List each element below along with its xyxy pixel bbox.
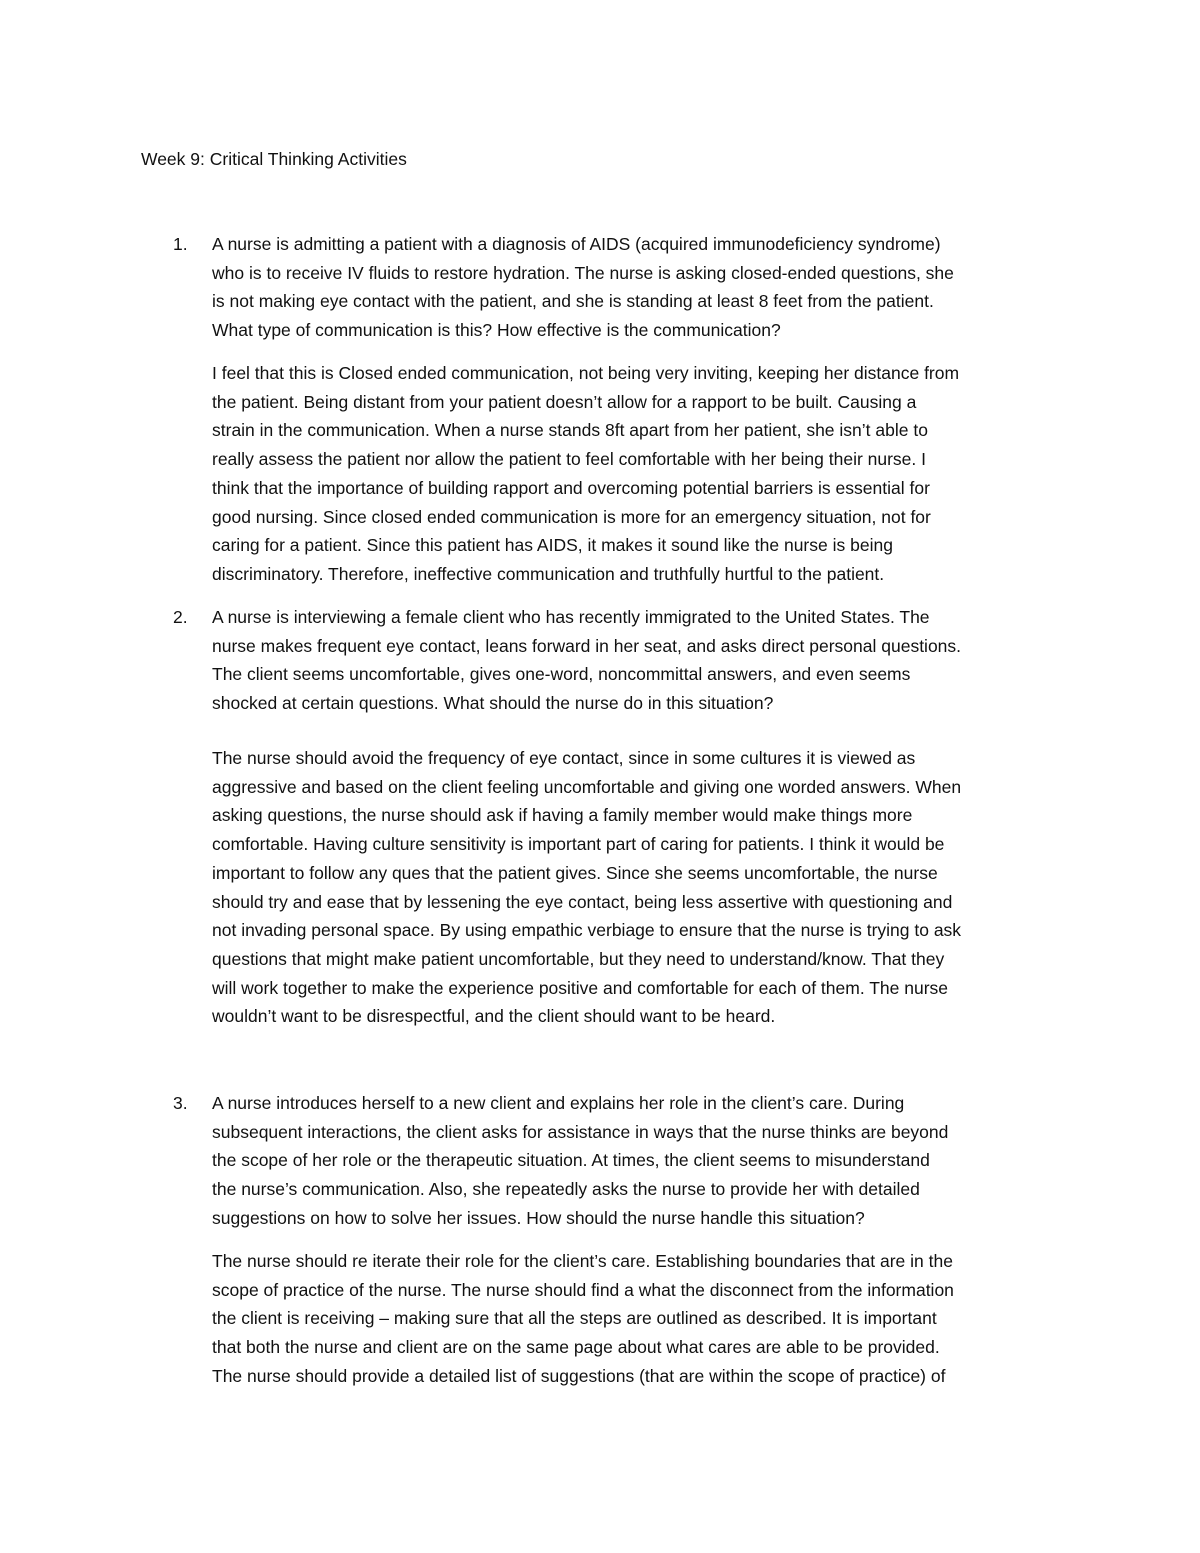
question-line: What type of communication is this? How effective is the communication? (212, 320, 781, 341)
item-number: 3. (173, 1093, 188, 1113)
answer-line: I feel that this is Closed ended communication, not being very inviting, keeping her distance from (212, 363, 960, 383)
answer-line: the patient. Being distant from your patient doesn’t allow for a rapport to be built. Causing a (212, 391, 917, 412)
question-line: who is to receive IV fluids to restore hydration. The nurse is asking closed-ended questions, she (212, 262, 954, 283)
question-line: A nurse is admitting a patient with a diagnosis of AIDS (acquired immunodeficiency syndrome) (212, 234, 941, 254)
answer-line: not invading personal space. By using empathic verbiage to ensure that the nurse is trying to ask (212, 920, 962, 941)
question-line: subsequent interactions, the client asks for assistance in ways that the nurse thinks are beyond (212, 1121, 949, 1142)
item-number: 1. (173, 234, 188, 254)
answer-line: The nurse should avoid the frequency of eye contact, since in some cultures it is viewed as (212, 748, 916, 768)
answer-line: scope of practice of the nurse. The nurse should find a what the disconnect from the information (212, 1279, 954, 1300)
question-text (212, 603, 1062, 718)
answer-text (212, 1247, 1062, 1391)
question-line: The client seems uncomfortable, gives one-word, noncommittal answers, and even seems (212, 664, 911, 685)
question-line: suggestions on how to solve her issues. How should the nurse handle this situation? (212, 1207, 865, 1228)
answer-line: important to follow any ques that the patient gives. Since she seems uncomfortable, the nurse (212, 862, 938, 883)
question-line: is not making eye contact with the patient, and she is standing at least 8 feet from the patient. (212, 291, 934, 312)
answer-text (212, 744, 1062, 1031)
answer-line: questions that might make patient uncomfortable, but they need to understand/know. That they (212, 948, 945, 969)
answer-line: asking questions, the nurse should ask if having a family member would make things more (212, 805, 913, 826)
answer-line: think that the importance of building rapport and overcoming potential barriers is essential for (212, 477, 930, 498)
question-line: A nurse is interviewing a female client who has recently immigrated to the United States. The (212, 607, 930, 627)
answer-line: will work together to make the experience positive and comfortable for each of them. The nurse (212, 977, 949, 998)
answer-line: The nurse should provide a detailed list of suggestions (that are within the scope of practice) of (212, 1365, 946, 1386)
answer-line: aggressive and based on the client feeling uncomfortable and giving one worded answers. When (212, 776, 962, 797)
answer-line: wouldn’t want to be disrespectful, and the client should want to be heard. (212, 1006, 776, 1027)
question-line: the scope of her role or the therapeutic situation. At times, the client seems to misunderstand (212, 1150, 930, 1171)
answer-line: strain in the communication. When a nurse stands 8ft apart from her patient, she isn’t able to (212, 420, 928, 441)
answer-line: really assess the patient nor allow the patient to feel comfortable with her being their nurse. I (212, 449, 927, 470)
answer-line: that both the nurse and client are on the same page about what cares are able to be provided. (212, 1337, 940, 1358)
question-text (212, 230, 1062, 345)
answer-text (212, 359, 1062, 589)
answer-line: should try and ease that by lessening the eye contact, being less assertive with questioning and (212, 891, 953, 912)
answer-line: The nurse should re iterate their role for the client’s care. Establishing boundaries that are in the (212, 1251, 953, 1271)
question-text (212, 1089, 1062, 1233)
page-title: Week 9: Critical Thinking Activities (141, 149, 407, 169)
answer-line: discriminatory. Therefore, ineffective communication and truthfully hurtful to the patient. (212, 563, 885, 584)
question-line: nurse makes frequent eye contact, leans forward in her seat, and asks direct personal questions. (212, 635, 962, 656)
answer-line: comfortable. Having culture sensitivity is important part of caring for patients. I think it would be (212, 834, 945, 855)
item-number: 2. (173, 607, 188, 627)
answer-line: good nursing. Since closed ended communication is more for an emergency situation, not for (212, 506, 931, 527)
answer-line: the client is receiving – making sure that all the steps are outlined as described. It is important (212, 1308, 937, 1329)
question-line: the nurse’s communication. Also, she repeatedly asks the nurse to provide her with detailed (212, 1179, 920, 1200)
answer-line: caring for a patient. Since this patient has AIDS, it makes it sound like the nurse is being (212, 535, 893, 556)
question-line: A nurse introduces herself to a new client and explains her role in the client’s care. During (212, 1093, 905, 1113)
question-line: shocked at certain questions. What should the nurse do in this situation? (212, 693, 774, 714)
